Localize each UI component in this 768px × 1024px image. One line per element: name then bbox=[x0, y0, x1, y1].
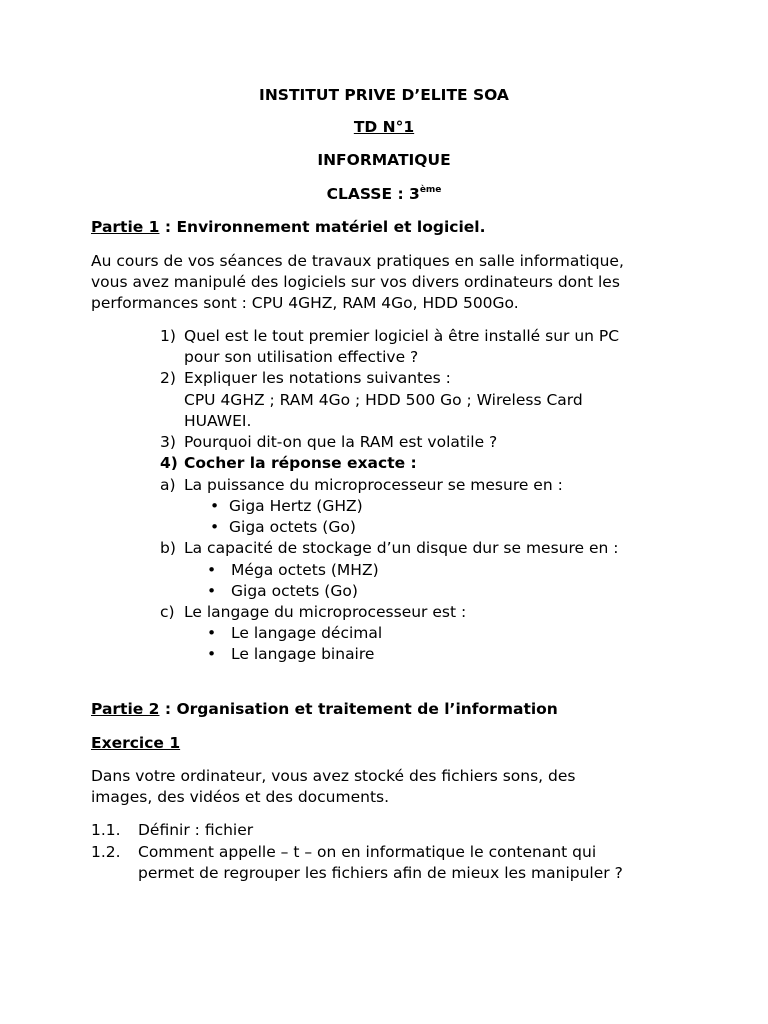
partie2-intro-line: Dans votre ordinateur, vous avez stocké des fichiers sons, des bbox=[91, 767, 576, 785]
option-text: Le langage décimal bbox=[231, 624, 383, 642]
class-superscript: ème bbox=[419, 185, 442, 195]
subquestion-text: La puissance du microprocesseur se mesure en : bbox=[184, 476, 563, 494]
item-text: permet de regrouper les fichiers afin de mieux les manipuler ? bbox=[138, 864, 623, 882]
question-text: Expliquer les notations suivantes : bbox=[184, 369, 451, 387]
subquestion-text: Le langage du microprocesseur est : bbox=[184, 603, 467, 621]
exercise-title-text: Exercice 1 bbox=[91, 734, 181, 752]
question-text: pour son utilisation effective ? bbox=[184, 348, 419, 366]
td-number-text: TD N°1 bbox=[353, 118, 415, 136]
bullet-icon: • bbox=[207, 561, 217, 579]
partie1-label: Partie 1 bbox=[91, 218, 160, 236]
partie2-title: : Organisation et traitement de l’information bbox=[159, 700, 558, 718]
item-text: Définir : fichier bbox=[138, 821, 254, 839]
class-label: CLASSE : 3 bbox=[326, 185, 420, 203]
partie2-label: Partie 2 bbox=[91, 700, 160, 718]
subquestion-letter: c) bbox=[160, 603, 175, 621]
question-number: 2) bbox=[160, 369, 176, 387]
option-text: Le langage binaire bbox=[231, 645, 375, 663]
question-number: 1) bbox=[160, 327, 176, 345]
bullet-icon: • bbox=[210, 497, 220, 515]
question-text: Cocher la réponse exacte : bbox=[184, 454, 417, 472]
option-text: Giga Hertz (GHZ) bbox=[229, 497, 363, 515]
td-number bbox=[0, 117, 768, 138]
question-text: Quel est le tout premier logiciel à être installé sur un PC bbox=[184, 327, 620, 345]
bullet-icon: • bbox=[207, 582, 217, 600]
partie2-intro-line: images, des vidéos et des documents. bbox=[91, 788, 390, 806]
institute-title: INSTITUT PRIVE D’ELITE SOA bbox=[259, 86, 509, 104]
exercise-title bbox=[91, 733, 180, 754]
partie1-intro-line: Au cours de vos séances de travaux pratiques en salle informatique, bbox=[91, 252, 624, 270]
subject-title: INFORMATIQUE bbox=[317, 151, 451, 169]
item-text: Comment appelle – t – on en informatique le contenant qui bbox=[138, 843, 597, 861]
question-number: 3) bbox=[160, 433, 176, 451]
class-title bbox=[0, 184, 768, 205]
question-number: 4) bbox=[160, 454, 178, 472]
item-number: 1.1. bbox=[91, 821, 121, 839]
partie1-intro-line: vous avez manipulé des logiciels sur vos divers ordinateurs dont les bbox=[91, 273, 620, 291]
option-text: Méga octets (MHZ) bbox=[231, 561, 379, 579]
bullet-icon: • bbox=[207, 624, 217, 642]
partie1-heading bbox=[91, 217, 486, 238]
option-text: Giga octets (Go) bbox=[231, 582, 358, 600]
bullet-icon: • bbox=[210, 518, 220, 536]
question-text: CPU 4GHZ ; RAM 4Go ; HDD 500 Go ; Wireless Card bbox=[184, 391, 583, 409]
partie1-title: : Environnement matériel et logiciel. bbox=[159, 218, 486, 236]
bullet-icon: • bbox=[207, 645, 217, 663]
subquestion-letter: b) bbox=[160, 539, 176, 557]
subquestion-text: La capacité de stockage d’un disque dur se mesure en : bbox=[184, 539, 619, 557]
item-number: 1.2. bbox=[91, 843, 121, 861]
partie2-heading bbox=[91, 699, 558, 720]
question-text: Pourquoi dit-on que la RAM est volatile ? bbox=[184, 433, 498, 451]
subquestion-letter: a) bbox=[160, 476, 176, 494]
option-text: Giga octets (Go) bbox=[229, 518, 356, 536]
question-text: HUAWEI. bbox=[184, 412, 252, 430]
partie1-intro-line: performances sont : CPU 4GHZ, RAM 4Go, HDD 500Go. bbox=[91, 294, 519, 312]
